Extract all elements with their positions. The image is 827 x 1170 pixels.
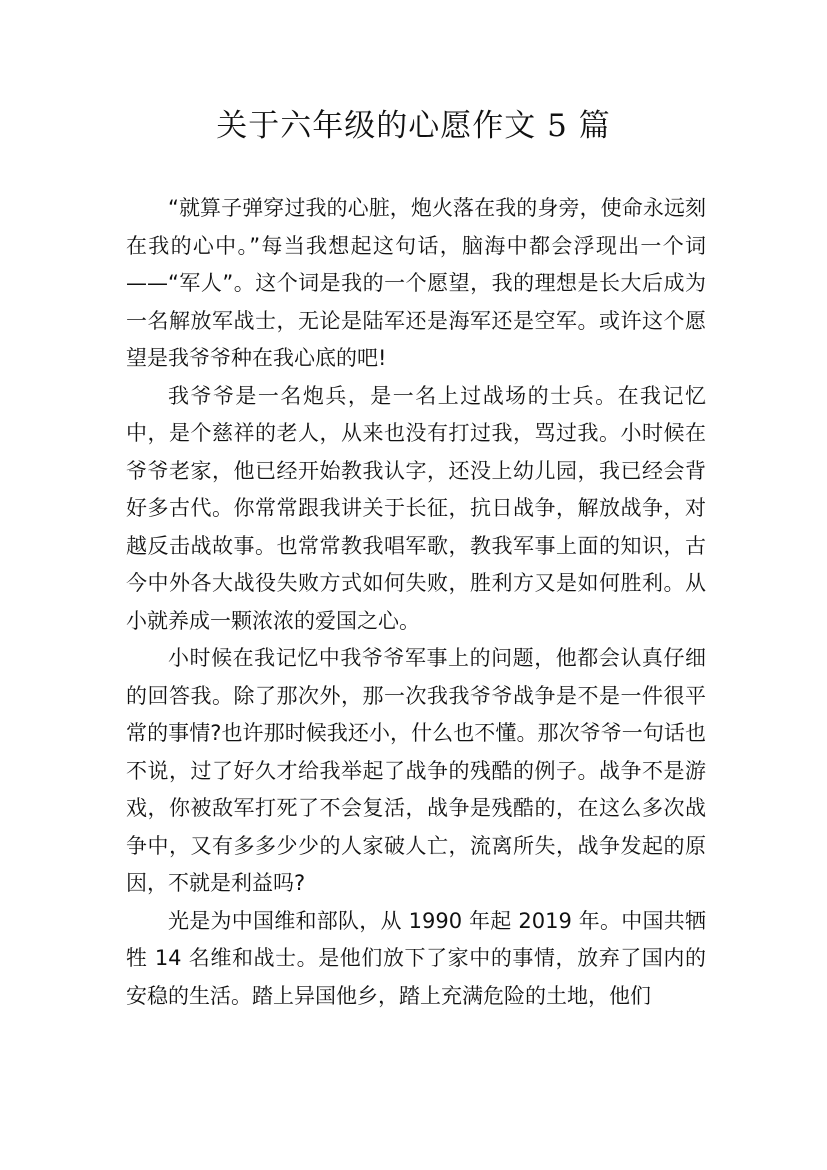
paragraph: “就算子弹穿过我的心脏，炮火落在我的身旁，使命永远刻在我的心中。”每当我想起这句话，脑海中都会浮现出一个词——“军人”。这个词是我的一个愿望，我的理想是长大后成为一名解放军战士，无论是陆军还是海军还是空军。或许这个愿望是我爷爷种在我心底的吧! <box>126 196 706 370</box>
paragraph: 光是为中国维和部队，从 1990 年起 2019 年。中国共牺牲 14 名维和战士。是他们放下了家中的事情，放弃了国内的安稳的生活。踏上异国他乡，踏上充满危险的土地，他们 <box>126 908 706 1008</box>
paragraph: 小时候在我记忆中我爷爷军事上的问题，他都会认真仔细的回答我。除了那次外，那一次我我爷爷战争是不是一件很平常的事情?也许那时候我还小，什么也不懂。那次爷爷一句话也不说，过了好久才给我举起了战争的残酷的例子。战争不是游戏，你被敌军打死了不会复活，战争是残酷的，在这么多次战争中，又有多多少少的人家破人亡，流离所失，战争发起的原因，不就是利益吗? <box>126 646 706 895</box>
document-title: 关于六年级的心愿作文 5 篇 <box>216 108 611 144</box>
document-body <box>126 190 706 1015</box>
paragraph: 我爷爷是一名炮兵，是一名上过战场的士兵。在我记忆中，是个慈祥的老人，从来也没有打过我，骂过我。小时候在爷爷老家，他已经开始教我认字，还没上幼儿园，我已经会背好多古代。你常常跟我讲关于长征，抗日战争，解放战争，对越反击战故事。也常常教我唱军歌，教我军事上面的知识，古今中外各大战役失败方式如何失败，胜利方又是如何胜利。从小就养成一颗浓浓的爱国之心。 <box>126 383 706 633</box>
